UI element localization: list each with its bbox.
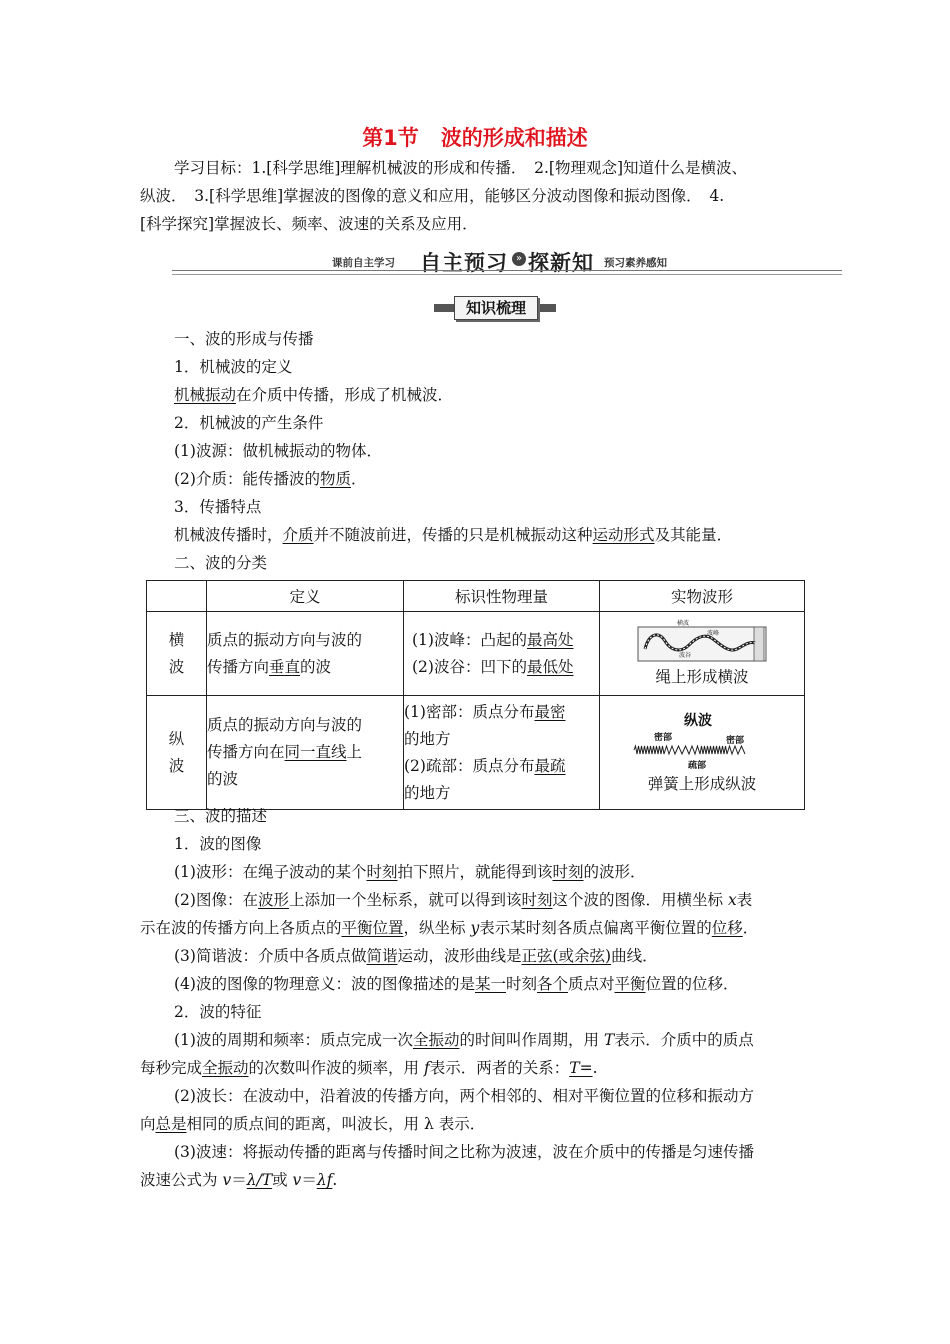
fig-title-longitudinal: 纵波	[684, 712, 712, 729]
section-tag	[434, 296, 556, 320]
text-run: 波	[168, 756, 185, 775]
row-label-longitudinal	[147, 696, 207, 810]
table-header-empty	[147, 581, 207, 612]
answer-blank: 时刻	[521, 891, 553, 909]
answer-blank: 平衡位置	[341, 919, 404, 937]
text-run: ，纵坐标	[403, 919, 471, 937]
text-run: 波	[168, 657, 185, 676]
text-run: 机械波传播时，	[174, 526, 283, 544]
s1-d2-heading: 2．机械波的产生条件	[174, 414, 324, 432]
lesson-name: 波的形成和描述	[440, 126, 588, 150]
answer-blank: 最低处	[526, 657, 574, 676]
text-run: 拍下照片，就能得到该	[397, 863, 553, 881]
answer-blank: 最高处	[526, 630, 574, 649]
s1-d1-text	[174, 385, 453, 405]
longitudinal-caption: 弹簧上形成纵波	[647, 774, 757, 793]
spring-wave-figure	[632, 710, 772, 772]
variable-T: T	[603, 1031, 615, 1049]
fig-label-trough: 波谷	[679, 651, 692, 659]
text-run: 向	[140, 1115, 156, 1133]
text-run: 这个波的图像．用横坐标	[552, 891, 728, 909]
objectives-line-2: 纵波． 3.[科学思维]掌握波的图像的意义和应用，能够区分波动图像和振动图像． 4.	[140, 187, 725, 205]
wave-classification-table	[146, 580, 805, 810]
text-run: (1)波峰：凸起的	[412, 630, 527, 649]
variable-y: y	[470, 919, 480, 937]
s1-d3-heading: 3．传播特点	[174, 498, 262, 516]
text-run: (3)简谐波：介质中各质点做	[174, 947, 367, 965]
longitudinal-figure-cell	[600, 696, 805, 810]
text-run: (2)图像：在	[174, 891, 258, 909]
answer-blank: λ/T	[246, 1171, 273, 1189]
s3-g4	[174, 974, 739, 994]
fig-label-crest: 波峰	[707, 629, 720, 637]
s3-g1	[174, 862, 646, 882]
s1-d2-item2	[174, 469, 367, 489]
text-run: (1)波的周期和频率：质点完成一次	[174, 1031, 413, 1049]
fig-label-dense-right: 密部	[726, 735, 745, 746]
text-run: 位置的位移．	[645, 975, 739, 993]
s1-d3-text	[174, 525, 732, 545]
s3-g3	[174, 946, 658, 966]
text-run: 纵	[168, 729, 185, 748]
longitudinal-quantities	[404, 696, 600, 810]
text-run: (2)介质：能传播波的	[174, 470, 320, 488]
answer-blank: 最疏	[534, 756, 566, 775]
transverse-caption: 绳上形成横波	[655, 667, 749, 686]
text-run: 或	[272, 1171, 293, 1189]
section-tag-label: 知识梳理	[454, 296, 538, 320]
text-run: 横	[168, 630, 185, 649]
variable-f: f	[423, 1059, 430, 1077]
text-run: ＝	[231, 1171, 247, 1189]
answer-blank: 某一	[474, 975, 506, 993]
fig-label-sparse: 疏部	[688, 760, 707, 771]
text-run: 表	[736, 891, 753, 909]
text-run: (2)疏部：质点分布	[404, 756, 535, 775]
answer-blank: 位移	[711, 919, 743, 937]
text-run: 在介质中传播，形成了机械波．	[236, 386, 454, 404]
text-run: 表示．介质中的质点	[614, 1031, 754, 1049]
lesson-title	[0, 122, 950, 152]
answer-blank: 全振动	[412, 1031, 460, 1049]
text-run: 的次数叫作波的频率，用	[248, 1059, 424, 1077]
text-run: .	[592, 1059, 598, 1077]
text-run: 相同的质点间的距离，叫波长，用 λ 表示．	[186, 1115, 486, 1133]
banner-right-text: 预习素养感知	[604, 257, 667, 269]
banner-main-a: 自主预习	[420, 251, 508, 275]
text-run: ＝	[301, 1171, 317, 1189]
rope-wave-figure	[637, 619, 767, 665]
objectives-line-3: [科学探究]掌握波长、频率、波速的关系及应用．	[140, 215, 478, 233]
text-run: 上添加一个坐标系，就可以得到该	[288, 891, 522, 909]
text-run: 运动，波形曲线是	[397, 947, 522, 965]
s3-f1-line1	[174, 1030, 754, 1050]
s3-heading: 三、波的描述	[174, 807, 268, 825]
text-run: ．	[742, 919, 759, 937]
table-header: 标识性物理量	[404, 581, 600, 612]
answer-blank: 波形	[257, 891, 289, 909]
table-header: 定义	[207, 581, 404, 612]
text-run: (1)波形：在绳子波动的某个	[174, 863, 367, 881]
answer-blank: 全振动	[202, 1059, 249, 1077]
s1-heading: 一、波的形成与传播	[174, 330, 314, 348]
fig-label-dense-left: 密部	[654, 732, 673, 743]
text-run: 曲线．	[611, 947, 658, 965]
answer-blank: 时刻	[366, 863, 398, 881]
objectives-line-1: 学习目标：1.[科学思维]理解机械波的形成和传播． 2.[物理观念]知道什么是横波、	[174, 159, 748, 177]
answer-blank: λf	[316, 1171, 333, 1189]
transverse-figure-cell	[600, 612, 805, 696]
longitudinal-definition	[207, 696, 404, 810]
text-run: 传播方向	[207, 657, 270, 676]
tag-bar-left	[434, 304, 456, 312]
s3-f1-line2	[140, 1058, 598, 1078]
s3-f-heading: 2．波的特征	[174, 1003, 262, 1021]
text-run: 的波	[207, 770, 239, 788]
banner-left-text: 课前自主学习	[332, 257, 395, 269]
answer-blank: 简谐	[366, 947, 398, 965]
s3-f3-line2	[140, 1170, 337, 1190]
answer-blank: 机械振动	[174, 386, 237, 404]
row-label-transverse	[147, 612, 207, 696]
s1-d1-heading: 1．机械波的定义	[174, 358, 293, 376]
answer-blank: 介质	[282, 526, 314, 544]
text-run: 质点的振动方向与波的	[207, 716, 363, 734]
text-run: .	[332, 1171, 338, 1189]
answer-blank: 最密	[534, 702, 566, 721]
text-run: 的波形．	[583, 863, 646, 881]
text-run: 上	[346, 743, 363, 761]
text-run: 表示某时刻各质点偏离平衡位置的	[479, 919, 712, 937]
section-banner	[172, 247, 842, 275]
text-run: 并不随波前进，传播的只是机械振动这种	[313, 526, 593, 544]
text-run: 的地方	[404, 729, 451, 748]
text-run: 表示．两者的关系：	[429, 1059, 570, 1077]
s1-d2-item1: (1)波源：做机械振动的物体．	[174, 442, 382, 460]
answer-blank: 运动形式	[592, 526, 655, 544]
s3-g2-line1	[174, 890, 752, 910]
answer-blank: 时刻	[552, 863, 584, 881]
text-run: 的时间叫作周期，用	[459, 1031, 604, 1049]
text-run: 示在波的传播方向上各质点的	[140, 919, 342, 937]
text-run: 质点的振动方向与波的	[207, 630, 363, 649]
double-arrow-icon: »	[512, 252, 526, 266]
answer-blank: T=	[569, 1059, 593, 1077]
text-run: (2)波谷：凹下的	[412, 657, 527, 676]
transverse-quantities	[404, 612, 600, 696]
table-header: 实物波形	[600, 581, 805, 612]
banner-main-b: 探新知	[528, 251, 594, 275]
s3-f3-line1: (3)波速：将振动传播的距离与传播时间之比称为波速，波在介质中的传播是匀速传播	[174, 1143, 754, 1161]
lesson-number: 第1节	[362, 126, 419, 150]
text-run: 的波	[300, 657, 332, 676]
variable-x: x	[727, 891, 737, 909]
answer-blank: 各个	[537, 975, 569, 993]
variable-v: v	[222, 1171, 232, 1189]
text-run: 传播方向在	[207, 743, 285, 761]
answer-blank: 正弦(或余弦)	[521, 947, 612, 965]
variable-v: v	[292, 1171, 302, 1189]
table-row-longitudinal	[147, 696, 805, 810]
answer-blank: 总是	[155, 1115, 187, 1133]
text-run: 的地方	[404, 783, 451, 802]
s3-f2-line1: (2)波长：在波动中，沿着波的传播方向，两个相邻的、相对平衡位置的位移和振动方	[174, 1087, 754, 1105]
s3-g-heading: 1．波的图像	[174, 835, 262, 853]
text-run: 时刻	[505, 975, 537, 993]
text-run: (1)密部：质点分布	[404, 702, 535, 721]
answer-blank: 同一直线	[284, 743, 347, 761]
s3-g2-line2	[140, 918, 758, 938]
answer-blank: 垂直	[269, 657, 301, 676]
answer-blank: 物质	[319, 470, 351, 488]
answer-blank: 平衡	[614, 975, 646, 993]
s3-f2-line2	[140, 1114, 485, 1134]
text-run: 及其能量．	[654, 526, 733, 544]
fig-label-transverse: 横波	[677, 619, 690, 627]
text-run: (4)波的图像的物理意义：波的图像描述的是	[174, 975, 475, 993]
transverse-definition	[207, 612, 404, 696]
text-run: ．	[350, 470, 367, 488]
s2-heading: 二、波的分类	[174, 554, 268, 572]
text-run: 质点对	[568, 975, 615, 993]
table-row-transverse	[147, 612, 805, 696]
table-header-row	[147, 581, 805, 612]
text-run: 波速公式为	[140, 1171, 223, 1189]
text-run: 每秒完成	[140, 1059, 203, 1077]
banner-rule	[172, 270, 842, 275]
